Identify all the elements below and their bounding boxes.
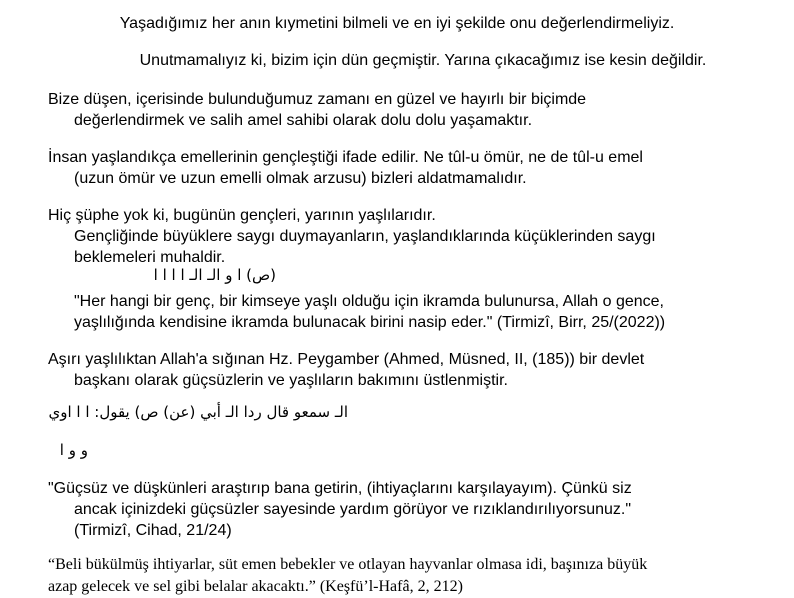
paragraph-6 (48, 478, 768, 541)
paragraph-1-line-2: değerlendirmek ve salih amel sahibi olarak dolu dolu yaşamaktır. (74, 112, 533, 129)
paragraph-1-line-1: Bize düşen, içerisinde bulunduğumuz zamanı en güzel ve hayırlı bir biçimde (48, 91, 587, 108)
paragraph-2 (48, 147, 768, 189)
paragraph-3-line-1: Hiç şüphe yok ki, bugünün gençleri, yarının yaşlılarıdır. (48, 207, 436, 224)
paragraph-7 (48, 554, 768, 598)
paragraph-3-line-3: beklemeleri muhaldir. (74, 249, 226, 266)
paragraph-5-line-1: Aşırı yaşlılıktan Allah'a sığınan Hz. Peygamber (Ahmed, Müsned, II, (185)) bir devlet (48, 351, 645, 368)
paragraph-6-line-2: ancak içinizdeki güçsüzler sayesinde yardım görüyor ve rızıklandırılıyorsunuz." (74, 501, 632, 518)
intro-line-1: Yaşadığımız her anın kıymetini bilmeli ve en iyi şekilde onu değerlendirmeliyiz. (119, 15, 675, 32)
paragraph-2-line-1: İnsan yaşlandıkça emellerinin gençleştiği ifade edilir. Ne tûl-u ömür, ne de tûl-u emel (48, 149, 643, 166)
arabic-text-2: الـ سمعو قال ردا الـ أبي (عن) ص) يقول: ا ا اوي (48, 403, 348, 421)
arabic-text-1: (ص) ا و الـ الـ ا ا ا ا (153, 266, 276, 284)
paragraph-4 (48, 291, 768, 333)
paragraph-6-line-1: "Güçsüz ve düşkünleri araştırıp bana getirin, (ihtiyaçlarını karşılayayım). Çünkü siz (48, 480, 632, 497)
intro-line-2: Unutmamalıyız ki, bizim için dün geçmiştir. Yarına çıkacağımız ise kesin değildir. (139, 52, 707, 69)
paragraph-3-line-2: Gençliğinde büyüklere saygı duymayanların, yaşlandıklarında küçüklerinden saygı (74, 228, 656, 245)
arabic-text-3: و و ا (59, 441, 88, 459)
paragraph-6-line-3: (Tirmizî, Cihad, 21/24) (74, 522, 232, 539)
paragraph-5-line-2: başkanı olarak güçsüzlerin ve yaşlıların bakımını üstlenmiştir. (74, 372, 508, 389)
paragraph-4-line-2: yaşlılığında kendisine ikramda bulunacak birini nasip eder." (Tirmizî, Birr, 25/(2022)) (74, 314, 666, 331)
paragraph-3 (48, 205, 768, 268)
paragraph-1 (48, 89, 768, 131)
paragraph-7-line-2: azap gelecek ve sel gibi belalar akacaktı.” (Keşfü’l-Hafâ, 2, 212) (48, 578, 463, 595)
paragraph-4-line-1: "Her hangi bir genç, bir kimseye yaşlı olduğu için ikramda bulunursa, Allah o gence, (74, 293, 664, 310)
paragraph-2-line-2: (uzun ömür ve uzun emelli olmak arzusu) bizleri aldatmamalıdır. (74, 170, 527, 187)
paragraph-7-line-1: “Beli bükülmüş ihtiyarlar, süt emen bebekler ve otlayan hayvanlar olmasa idi, başınıza büyük (48, 556, 648, 573)
paragraph-5 (48, 349, 768, 391)
